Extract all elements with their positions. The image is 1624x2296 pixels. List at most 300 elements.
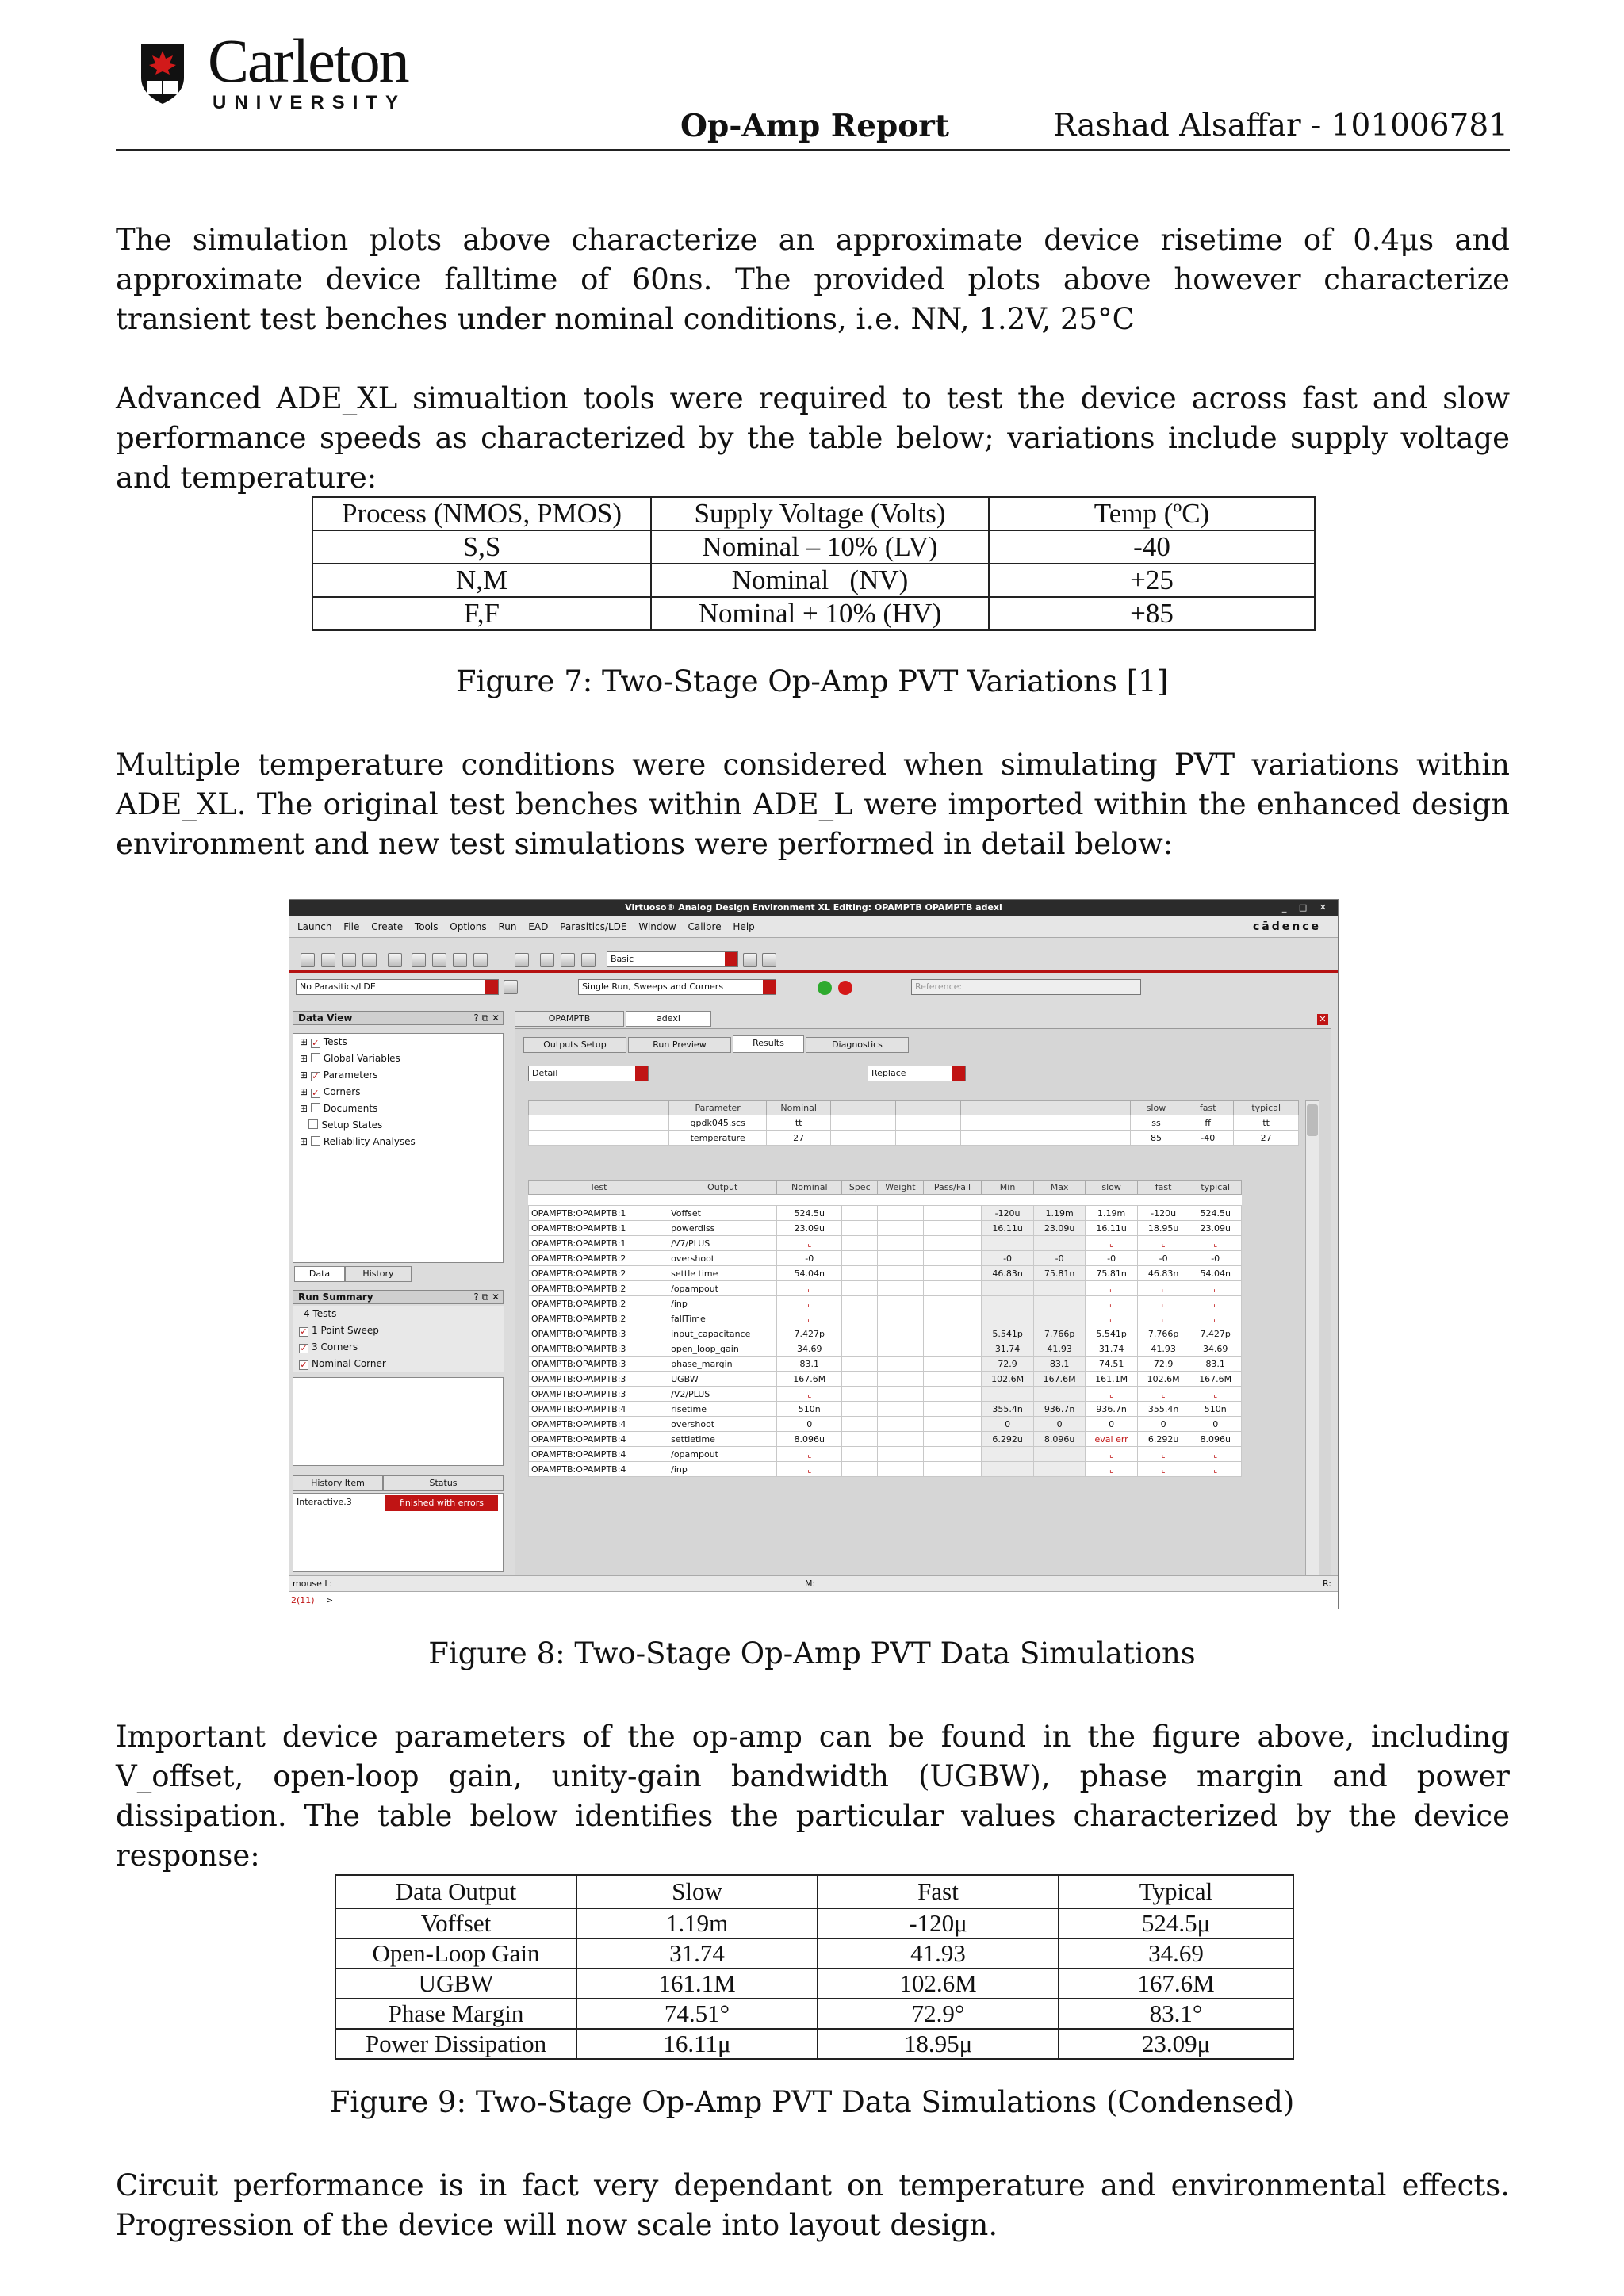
table-cell: -120u	[1137, 1206, 1189, 1221]
table-header: Data Output	[335, 1875, 576, 1908]
doc-icon[interactable]	[540, 953, 554, 967]
paragraph-1	[116, 220, 1510, 339]
table-cell: 1.19m	[1086, 1206, 1138, 1221]
tab-results[interactable]: Results	[733, 1035, 804, 1053]
window-titlebar	[289, 900, 1338, 916]
run-toolbar	[289, 976, 1338, 1000]
table-cell	[923, 1387, 982, 1402]
table-row	[335, 2029, 1293, 2059]
table-cell: settle time	[668, 1266, 777, 1281]
table-cell: 23.09u	[1189, 1221, 1242, 1236]
table-cell: ⌞	[1086, 1462, 1138, 1477]
tree-item-parameters[interactable]: ⊞ ✓ Parameters	[300, 1070, 378, 1081]
table-cell: 1.19m	[576, 1908, 818, 1938]
table-row	[335, 1999, 1293, 2029]
table-cell: fallTime	[668, 1311, 777, 1326]
detail-combo-value: Detail	[532, 1068, 558, 1078]
table-cell	[1025, 1115, 1131, 1131]
table-cell: 54.04n	[1189, 1266, 1242, 1281]
table-cell	[878, 1447, 923, 1462]
table-cell: OPAMPTB:OPAMPTB:3	[529, 1372, 668, 1387]
command-line[interactable]	[289, 1591, 1338, 1609]
table-cell	[896, 1115, 961, 1131]
pvt-variations-table	[312, 496, 1316, 631]
table-row[interactable]	[529, 1326, 1242, 1341]
run-summary-title: Run Summary	[298, 1292, 373, 1303]
table-cell: /inp	[668, 1462, 777, 1477]
open-icon[interactable]	[321, 953, 335, 967]
table-cell	[529, 1115, 669, 1131]
menu-run[interactable]: Run	[498, 921, 517, 932]
tree-item-label: Parameters	[323, 1070, 378, 1081]
table-cell	[923, 1372, 982, 1387]
table-row[interactable]	[529, 1281, 1242, 1296]
table-cell	[842, 1206, 878, 1221]
table-cell: phase_margin	[668, 1357, 777, 1372]
results-body	[529, 1206, 1242, 1477]
table-cell: OPAMPTB:OPAMPTB:2	[529, 1296, 668, 1311]
table-cell: ⌞	[1189, 1387, 1242, 1402]
table-cell	[1033, 1296, 1086, 1311]
table-cell	[923, 1206, 982, 1221]
table-cell: 167.6M	[777, 1372, 842, 1387]
menu-ead[interactable]: EAD	[528, 921, 549, 932]
tab-opamptb[interactable]: OPAMPTB	[515, 1011, 624, 1027]
window-title: Virtuoso® Analog Design Environment XL Editing: OPAMPTB OPAMPTB adexl	[625, 902, 1002, 913]
tree-item-label: Global Variables	[323, 1053, 400, 1064]
table-cell: ⌞	[1189, 1281, 1242, 1296]
table-cell: overshoot	[668, 1417, 777, 1432]
table-row[interactable]	[529, 1387, 1242, 1402]
table-header-blank	[831, 1101, 896, 1115]
workspace-combo[interactable]	[607, 951, 738, 967]
university-crest-icon	[140, 43, 186, 105]
table-cell	[878, 1417, 923, 1432]
tree-item-label: Reliability Analyses	[323, 1136, 416, 1147]
tree-item-global-variables[interactable]: ⊞ Global Variables	[300, 1053, 400, 1064]
table-row	[335, 1908, 1293, 1938]
table-cell: 7.766p	[1137, 1326, 1189, 1341]
workspace-save-icon[interactable]	[743, 953, 757, 967]
tab-history[interactable]: History	[345, 1266, 412, 1282]
parasitics-combo-value: No Parasitics/LDE	[300, 982, 376, 992]
table-cell	[1025, 1131, 1131, 1146]
table-cell	[878, 1387, 923, 1402]
table-cell: -0	[982, 1251, 1034, 1266]
run-mode-value: Single Run, Sweeps and Corners	[582, 982, 724, 992]
tree-item-setup-states[interactable]	[293, 1117, 503, 1134]
table-cell: -120u	[982, 1206, 1034, 1221]
parasitics-combo[interactable]	[296, 979, 499, 995]
table-row[interactable]	[529, 1462, 1242, 1477]
table-cell: ⌞	[1189, 1447, 1242, 1462]
table-header: typical	[1189, 1181, 1242, 1195]
table-cell: 31.74	[1086, 1341, 1138, 1357]
table-cell	[842, 1432, 878, 1447]
table-cell	[842, 1251, 878, 1266]
table-cell	[982, 1387, 1034, 1402]
menu-window[interactable]: Window	[638, 921, 676, 932]
table-cell	[982, 1462, 1034, 1477]
tree-item-label: Documents	[323, 1103, 378, 1114]
table-header: Min	[982, 1181, 1034, 1195]
table-cell: temperature	[669, 1131, 766, 1146]
command-caret: >	[326, 1595, 334, 1605]
table-cell: -40	[1182, 1131, 1234, 1146]
grid-icon[interactable]	[453, 953, 467, 967]
table-cell	[1033, 1281, 1086, 1296]
table-cell: 72.9	[1137, 1357, 1189, 1372]
table-cell	[878, 1266, 923, 1281]
table-row[interactable]	[529, 1372, 1242, 1387]
table-header: Temp (ºC)	[989, 497, 1315, 530]
table-cell	[923, 1266, 982, 1281]
table-cell: 27	[1234, 1131, 1299, 1146]
status-r: R:	[1322, 1578, 1331, 1589]
run-option-icon[interactable]	[504, 980, 518, 994]
table-cell: 16.11μ	[576, 2029, 818, 2059]
table-cell: 74.51	[1086, 1357, 1138, 1372]
table-cell: 72.9	[982, 1357, 1034, 1372]
table-cell: 23.09u	[777, 1221, 842, 1236]
table-cell: 54.04n	[777, 1266, 842, 1281]
settings-icon[interactable]	[388, 953, 402, 967]
history-item[interactable]: Interactive.3	[297, 1497, 352, 1507]
menu-help[interactable]: Help	[733, 921, 755, 932]
logo-wordmark: Carleton	[208, 26, 408, 95]
table-cell: 355.4n	[1137, 1402, 1189, 1417]
table-cell	[960, 1115, 1025, 1131]
table-row	[312, 564, 1315, 597]
table-cell: input_capacitance	[668, 1326, 777, 1341]
table-row[interactable]	[529, 1432, 1242, 1447]
run-summary-item: 4 Tests	[304, 1308, 337, 1319]
main-toolbar	[289, 946, 1338, 973]
run-mode-combo[interactable]	[578, 979, 776, 995]
table-cell: 7.427p	[1189, 1326, 1242, 1341]
table-cell: 31.74	[576, 1938, 818, 1969]
table-cell: 161.1M	[576, 1969, 818, 1999]
table-row	[335, 1969, 1293, 1999]
report-title: Op-Amp Report	[680, 108, 949, 144]
table-cell: 16.11u	[982, 1221, 1034, 1236]
workspace-combo-value: Basic	[611, 954, 634, 964]
table-cell: Voffset	[668, 1206, 777, 1221]
table-cell: powerdiss	[668, 1221, 777, 1236]
table-header-blank	[1025, 1101, 1131, 1115]
table-cell: ⌞	[1086, 1311, 1138, 1326]
table-cell: 510n	[1189, 1402, 1242, 1417]
table-cell: ⌞	[1086, 1447, 1138, 1462]
table-cell: N,M	[312, 564, 651, 597]
table-cell	[923, 1447, 982, 1462]
tab-run-preview[interactable]: Run Preview	[628, 1037, 731, 1053]
table-cell: -40	[989, 530, 1315, 564]
table-row[interactable]	[529, 1447, 1242, 1462]
table-header: fast	[1182, 1101, 1234, 1115]
status-bar	[289, 1575, 1338, 1591]
table-cell	[923, 1402, 982, 1417]
history-list	[293, 1493, 504, 1572]
results-panel	[515, 1028, 1331, 1602]
author: Rashad Alsaffar - 101006781	[1052, 108, 1508, 144]
table-cell	[1033, 1387, 1086, 1402]
results-scrollbar[interactable]	[1305, 1100, 1320, 1584]
table-cell: ⌞	[1086, 1236, 1138, 1251]
marker-icon[interactable]	[412, 953, 426, 967]
table-row[interactable]	[529, 1266, 1242, 1281]
save-icon[interactable]	[342, 953, 356, 967]
table-cell	[923, 1236, 982, 1251]
table-cell	[878, 1296, 923, 1311]
table-cell: 510n	[777, 1402, 842, 1417]
table-cell	[1033, 1311, 1086, 1326]
tree-item-corners[interactable]: ⊞ ✓ Corners	[300, 1086, 361, 1098]
table-cell	[923, 1311, 982, 1326]
table-cell: 936.7n	[1033, 1402, 1086, 1417]
tab-data[interactable]: Data	[294, 1266, 345, 1282]
scrollbar-thumb[interactable]	[1307, 1104, 1318, 1136]
new-icon[interactable]	[301, 953, 315, 967]
data-view-title: Data View	[298, 1012, 353, 1024]
list2-icon[interactable]	[581, 953, 596, 967]
table-cell: 18.95u	[1137, 1221, 1189, 1236]
save-as-icon[interactable]	[362, 953, 377, 967]
table-cell: 0	[1189, 1417, 1242, 1432]
table-row[interactable]	[529, 1417, 1242, 1432]
workspace-load-icon[interactable]	[762, 953, 776, 967]
table-cell	[878, 1206, 923, 1221]
run-summary-blank	[293, 1377, 504, 1466]
table-cell: Nominal – 10% (LV)	[651, 530, 989, 564]
window-controls[interactable]: _ □ ✕	[1281, 902, 1331, 913]
menu-launch[interactable]: Launch	[297, 921, 332, 932]
table-header: Output	[668, 1181, 777, 1195]
table-cell: Phase Margin	[335, 1999, 576, 2029]
table-cell	[842, 1387, 878, 1402]
table-cell: 102.6M	[982, 1372, 1034, 1387]
menu-tools[interactable]: Tools	[414, 921, 439, 932]
table-cell	[878, 1281, 923, 1296]
table-cell: ff	[1182, 1115, 1234, 1131]
table-icon[interactable]	[473, 953, 488, 967]
table-cell: -0	[1137, 1251, 1189, 1266]
table-cell: 0	[982, 1417, 1034, 1432]
tree-item-reliability[interactable]: ⊞ Reliability Analyses	[300, 1136, 416, 1147]
table-cell: tt	[1234, 1115, 1299, 1131]
table-cell	[878, 1357, 923, 1372]
table-header: Test	[529, 1181, 668, 1195]
table-cell: ⌞	[1137, 1462, 1189, 1477]
table-cell: ⌞	[1086, 1296, 1138, 1311]
table-cell	[923, 1357, 982, 1372]
list-icon[interactable]	[561, 953, 575, 967]
table-cell: 75.81n	[1033, 1266, 1086, 1281]
table-header: Weight	[878, 1181, 923, 1195]
condensed-body	[335, 1908, 1293, 2059]
table-cell: 6.292u	[1137, 1432, 1189, 1447]
paragraph-2	[116, 379, 1510, 498]
menu-calibre[interactable]: Calibre	[688, 921, 722, 932]
table-cell: gpdk045.scs	[669, 1115, 766, 1131]
table-cell: 0	[1086, 1417, 1138, 1432]
tab-adexl[interactable]: adexl	[626, 1011, 711, 1027]
table-cell	[923, 1221, 982, 1236]
table-cell	[1033, 1462, 1086, 1477]
panel-controls-icon[interactable]: ? ⧉ ✕	[473, 1292, 500, 1303]
table-cell: 102.6M	[1137, 1372, 1189, 1387]
table-cell	[842, 1266, 878, 1281]
close-icon[interactable]: ✕	[1317, 1014, 1328, 1025]
table-cell	[878, 1372, 923, 1387]
table-row	[529, 1115, 1299, 1131]
table-cell: OPAMPTB:OPAMPTB:4	[529, 1462, 668, 1477]
data-view-tree	[293, 1033, 504, 1263]
table-cell: 8.096u	[1189, 1432, 1242, 1447]
menu-parasitics[interactable]: Parasitics/LDE	[560, 921, 627, 932]
table-cell: -0	[1189, 1251, 1242, 1266]
table-cell: -0	[1033, 1251, 1086, 1266]
table-cell: ⌞	[1086, 1387, 1138, 1402]
table-cell: OPAMPTB:OPAMPTB:3	[529, 1357, 668, 1372]
reference-label: Reference:	[915, 982, 963, 992]
table-row[interactable]	[529, 1296, 1242, 1311]
table-cell: Nominal (NV)	[651, 564, 989, 597]
table-header-row	[312, 497, 1315, 530]
table-cell	[842, 1296, 878, 1311]
chevron-down-icon	[485, 980, 498, 994]
table-cell: ⌞	[1137, 1236, 1189, 1251]
table-header-row	[335, 1875, 1293, 1908]
table-header-blank	[960, 1101, 1025, 1115]
table-cell: 72.9°	[818, 1999, 1059, 2029]
table-header: Fast	[818, 1875, 1059, 1908]
table-cell	[982, 1236, 1034, 1251]
run-summary-list	[293, 1306, 504, 1372]
table-cell	[842, 1236, 878, 1251]
table-header: Max	[1033, 1181, 1086, 1195]
data-view-header	[293, 1011, 504, 1025]
table-cell: ⌞	[1086, 1281, 1138, 1296]
stop-icon[interactable]	[838, 981, 852, 995]
table-cell: -0	[1086, 1251, 1138, 1266]
virtuoso-screenshot	[289, 899, 1339, 1609]
table-cell: 0	[1137, 1417, 1189, 1432]
table-row[interactable]	[529, 1221, 1242, 1236]
table-cell: 524.5u	[1189, 1206, 1242, 1221]
home-icon[interactable]	[515, 953, 529, 967]
run-summary-label: 1 Point Sweep	[312, 1325, 379, 1336]
reference-field[interactable]	[911, 979, 1141, 995]
table-row	[335, 1938, 1293, 1969]
table-row	[312, 597, 1315, 630]
table-cell: OPAMPTB:OPAMPTB:1	[529, 1236, 668, 1251]
paragraph-5-text: Circuit performance is in fact very dependant on temperature and environmental effects. Progression of the device will now scale into layout design.	[116, 2168, 1510, 2242]
table-row[interactable]	[529, 1251, 1242, 1266]
table-cell	[842, 1326, 878, 1341]
table-cell: 161.1M	[1086, 1372, 1138, 1387]
table-cell: UGBW	[335, 1969, 576, 1999]
table-cell	[878, 1402, 923, 1417]
run-summary-item: ✓ Nominal Corner	[300, 1358, 386, 1370]
table-cell: overshoot	[668, 1251, 777, 1266]
table-cell	[923, 1296, 982, 1311]
table-cell	[529, 1131, 669, 1146]
table-cell: OPAMPTB:OPAMPTB:4	[529, 1402, 668, 1417]
table-row[interactable]	[529, 1236, 1242, 1251]
menu-file[interactable]: File	[343, 921, 360, 932]
status-mouse: mouse L:	[293, 1578, 333, 1589]
table-cell	[878, 1236, 923, 1251]
figure-7-caption: Figure 7: Two-Stage Op-Amp PVT Variations [1]	[455, 664, 1169, 698]
panel-controls-icon[interactable]: ? ⧉ ✕	[473, 1012, 500, 1024]
table-cell: ⌞	[777, 1387, 842, 1402]
table-cell: 74.51°	[576, 1999, 818, 2029]
table-cell	[923, 1462, 982, 1477]
menu-options[interactable]: Options	[450, 921, 487, 932]
tree-item-tests[interactable]: ⊞ ✓ Tests	[300, 1036, 347, 1048]
table-cell: 41.93	[1137, 1341, 1189, 1357]
table-header: Typical	[1059, 1875, 1293, 1908]
table-cell: 85	[1130, 1131, 1182, 1146]
table-cell	[842, 1357, 878, 1372]
table-cell: 167.6M	[1033, 1372, 1086, 1387]
replace-combo[interactable]	[868, 1066, 966, 1081]
table-row[interactable]	[529, 1402, 1242, 1417]
replace-combo-value: Replace	[871, 1068, 906, 1078]
tab-outputs-setup[interactable]: Outputs Setup	[523, 1037, 626, 1053]
table-cell: Power Dissipation	[335, 2029, 576, 2059]
table-cell: OPAMPTB:OPAMPTB:3	[529, 1387, 668, 1402]
table-row[interactable]	[529, 1357, 1242, 1372]
table-cell: ⌞	[1189, 1236, 1242, 1251]
table-cell	[982, 1311, 1034, 1326]
table-cell: +25	[989, 564, 1315, 597]
table-cell: ⌞	[1189, 1311, 1242, 1326]
paragraph-4	[116, 1717, 1510, 1876]
table-cell: 936.7n	[1086, 1402, 1138, 1417]
detail-combo[interactable]	[528, 1066, 649, 1081]
table-row[interactable]	[529, 1206, 1242, 1221]
table-cell: 46.83n	[982, 1266, 1034, 1281]
table-row[interactable]	[529, 1341, 1242, 1357]
table-header: Slow	[576, 1875, 818, 1908]
chevron-down-icon	[725, 952, 737, 966]
table-cell: 167.6M	[1189, 1372, 1242, 1387]
menu-create[interactable]: Create	[371, 921, 404, 932]
results-table	[528, 1180, 1242, 1477]
tree-item-documents[interactable]: ⊞ Documents	[300, 1103, 378, 1114]
tab-diagnostics[interactable]: Diagnostics	[806, 1037, 909, 1053]
table-cell: -0	[777, 1251, 842, 1266]
table-cell: ⌞	[777, 1236, 842, 1251]
table-cell	[923, 1341, 982, 1357]
notes-icon[interactable]	[432, 953, 446, 967]
figure-8-caption: Figure 8: Two-Stage Op-Amp PVT Data Simulations	[428, 1636, 1196, 1670]
table-cell: OPAMPTB:OPAMPTB:3	[529, 1341, 668, 1357]
run-icon[interactable]	[818, 981, 832, 995]
table-cell: tt	[766, 1115, 831, 1131]
chevron-down-icon	[635, 1066, 648, 1081]
corners-table	[528, 1100, 1299, 1146]
run-summary-item: ✓ 1 Point Sweep	[300, 1325, 379, 1337]
table-cell	[896, 1131, 961, 1146]
table-cell: 83.1	[1033, 1357, 1086, 1372]
table-cell: 75.81n	[1086, 1266, 1138, 1281]
table-cell: 41.93	[818, 1938, 1059, 1969]
table-cell: OPAMPTB:OPAMPTB:4	[529, 1447, 668, 1462]
table-row[interactable]	[529, 1311, 1242, 1326]
